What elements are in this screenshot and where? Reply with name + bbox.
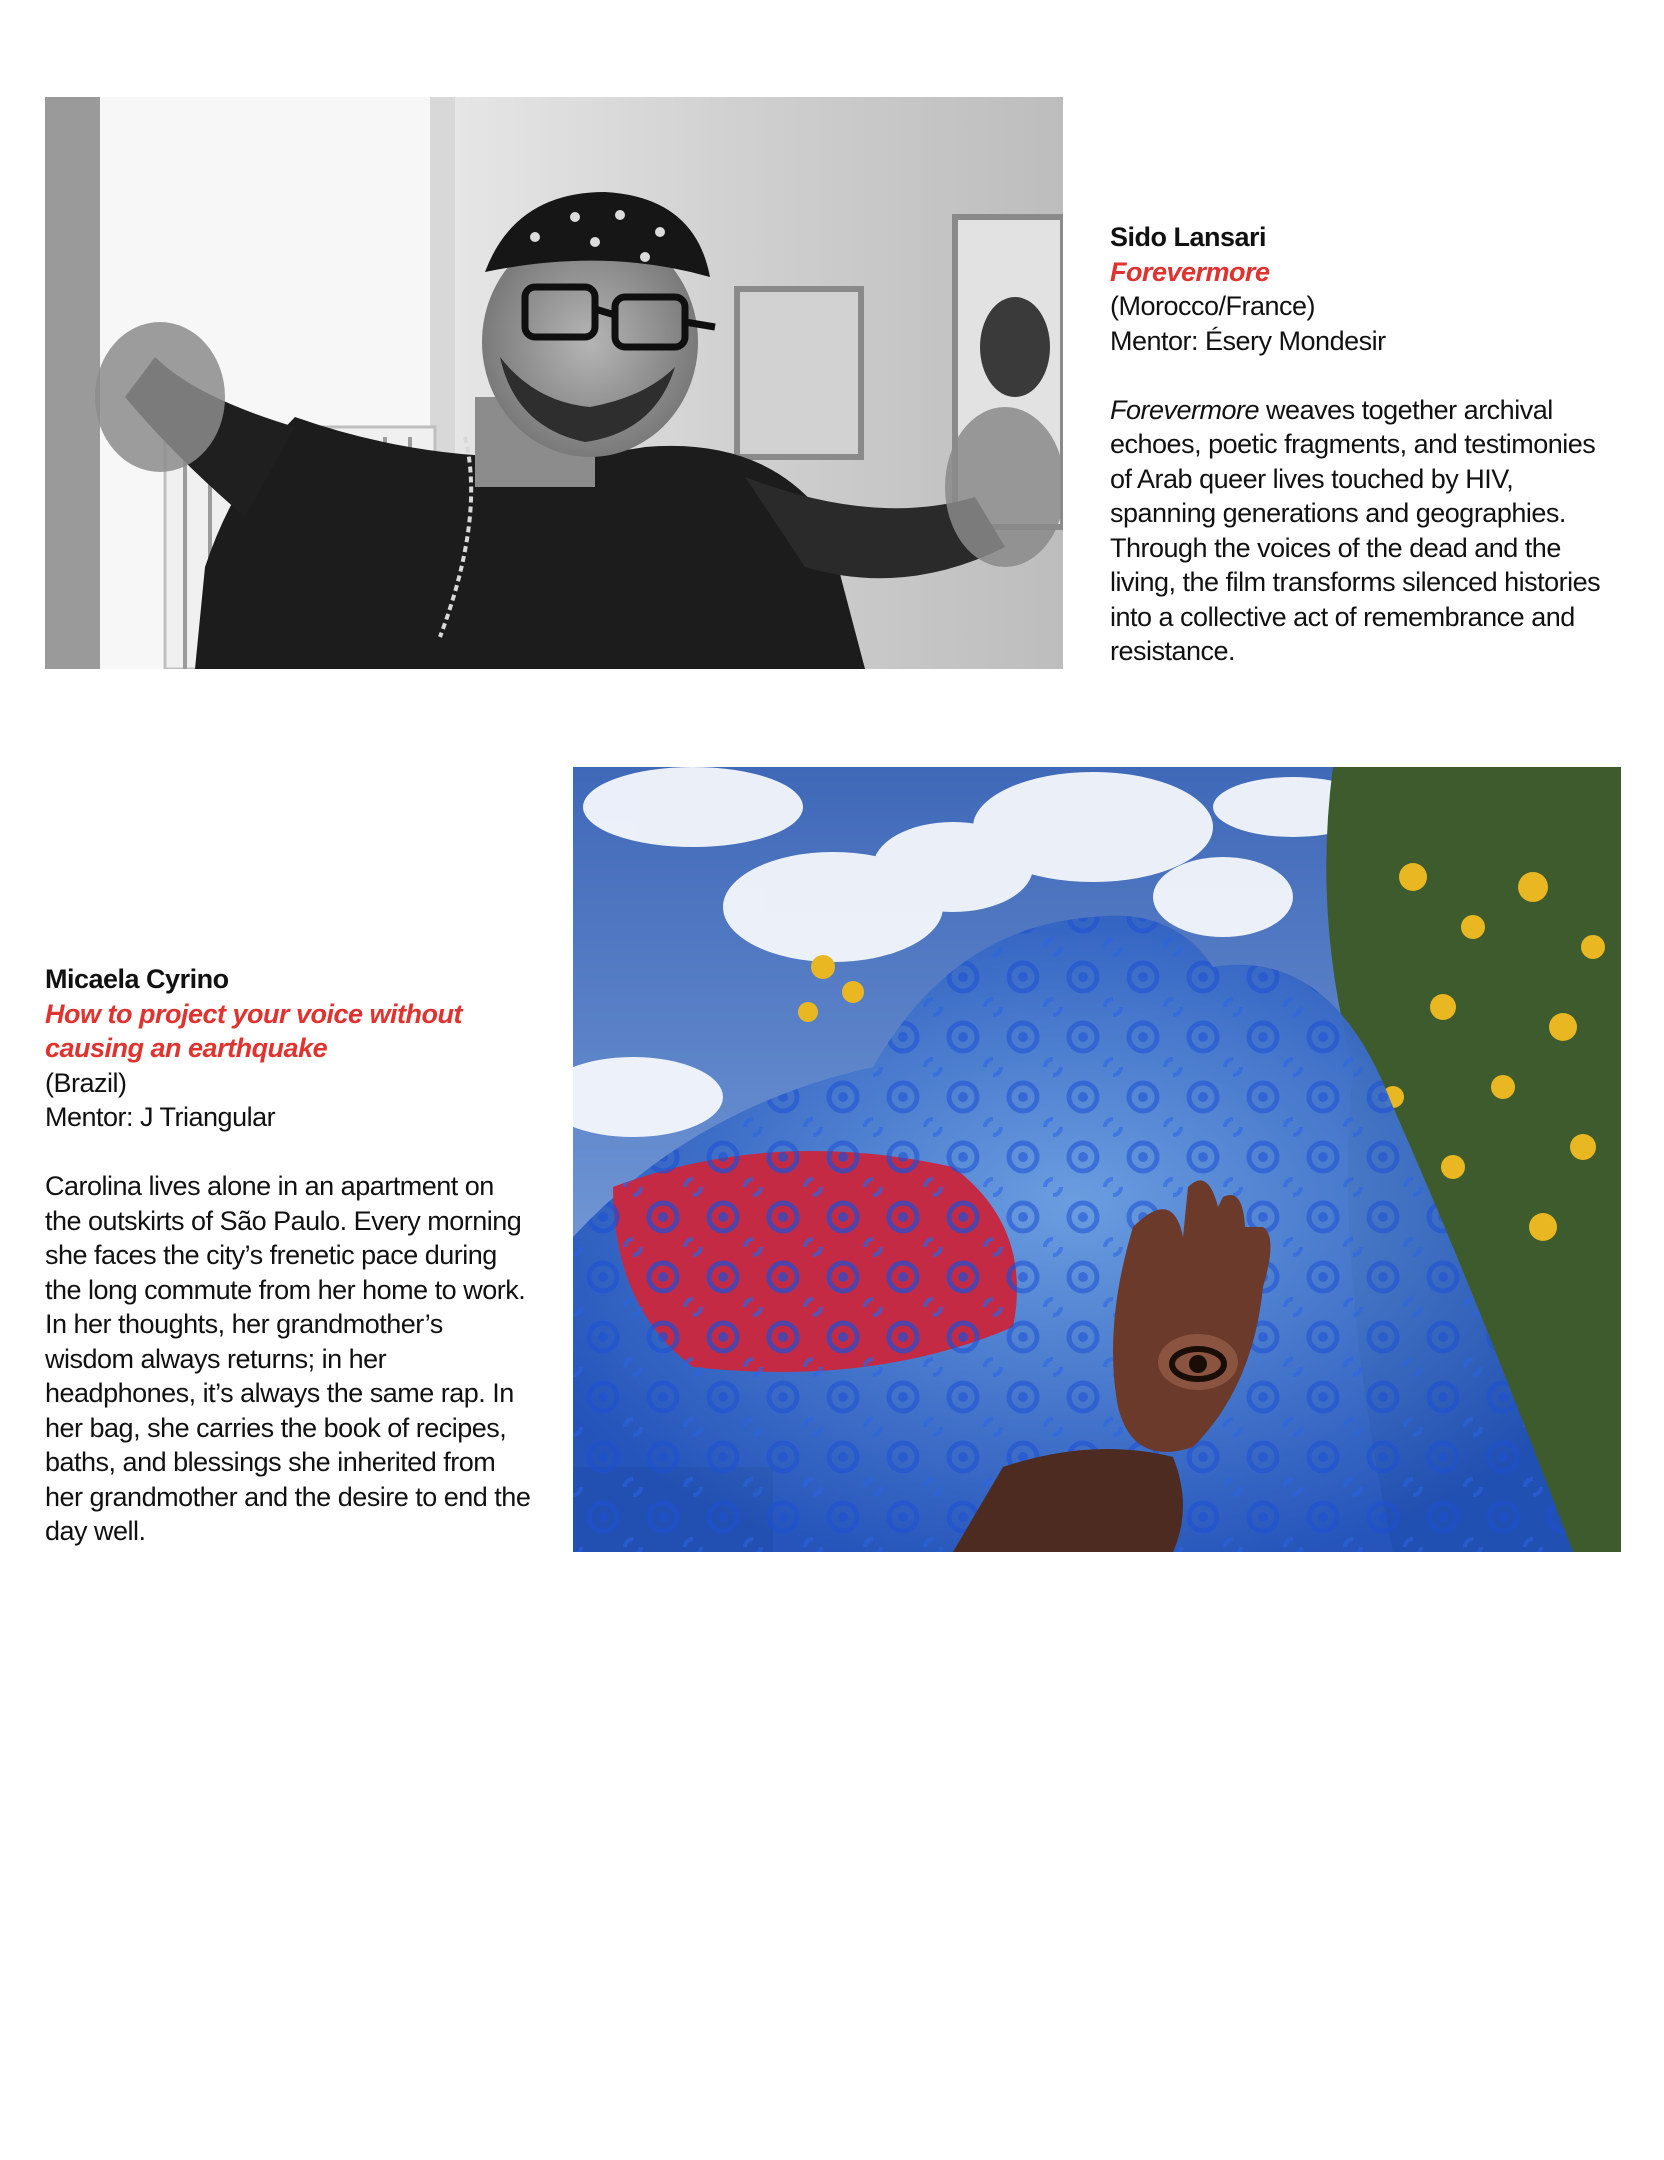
- film-description: [1110, 393, 1620, 669]
- entry-micaela-cyrino: [45, 962, 535, 1549]
- filmmaker-name: Micaela Cyrino: [45, 964, 229, 994]
- photo-forevermore-graphic: [45, 97, 1063, 669]
- film-description: Carolina lives alone in an apartment on the outskirts of São Paulo. Every morning she faces the city’s frenetic pace during the long commute from her home to work. In her thoughts, her grandmother’s wisdom always returns; in her headphones, it’s always the same rap. In her bag, she carries the book of recipes, baths, and blessings she inherited from her grandmother and the desire to end the day well.: [45, 1171, 531, 1546]
- film-title: How to project your voice without causing an earthquake: [45, 998, 463, 1063]
- film-country: (Brazil): [45, 1067, 127, 1098]
- filmmaker-name: Sido Lansari: [1110, 222, 1267, 252]
- film-mentor: Mentor: Ésery Mondesir: [1110, 325, 1386, 356]
- still-photo-earthquake: [573, 767, 1621, 1552]
- film-description-text: weaves together archival echoes, poetic fragments, and testimonies of Arab queer lives touched by HIV, spanning generations and geographies. Through the voices of the dead and the living, the film transforms silenced histories into a collective act of remembrance and resistance.: [1110, 394, 1601, 666]
- film-title: Forevermore: [1110, 256, 1270, 287]
- film-description-title: Forevermore: [1110, 394, 1260, 425]
- film-mentor: Mentor: J Triangular: [45, 1102, 276, 1132]
- still-photo-forevermore: [45, 97, 1063, 669]
- film-country: (Morocco/France): [1110, 291, 1316, 321]
- entry-sido-lansari: [1110, 220, 1620, 669]
- photo-earthquake-graphic: [573, 767, 1621, 1552]
